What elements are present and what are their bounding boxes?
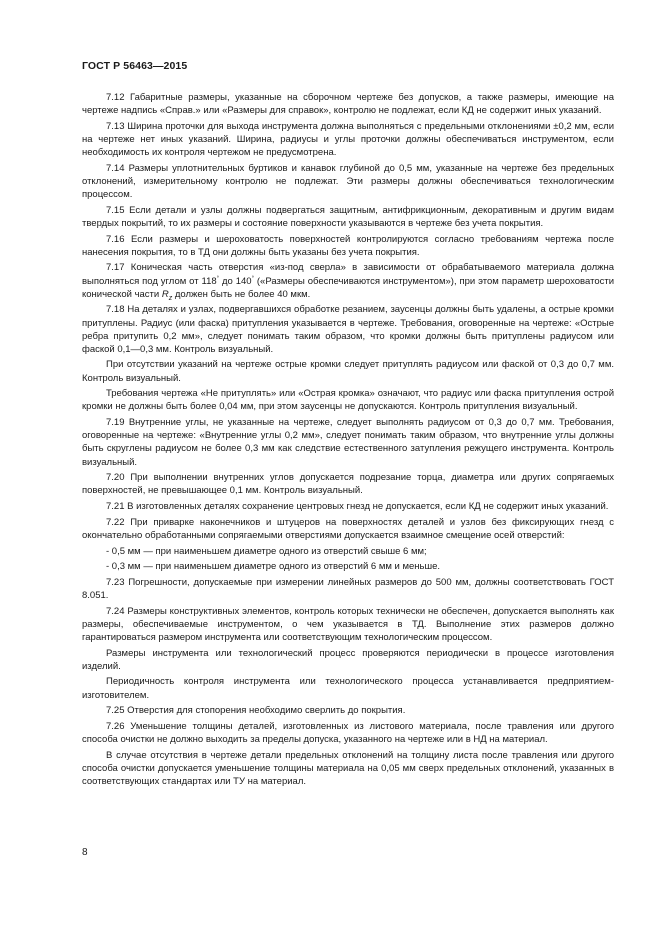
paragraph-7-16: 7.16 Если размеры и шероховатость поверхностей контролируются согласно требованиям чертежа после нанесения покрытия, то в ТД они должны быть указаны без учета покрытия. (82, 233, 614, 258)
paragraph-7-18: 7.18 На деталях и узлах, подвергавшихся обработке резанием, заусенцы должны быть удалены, а острые кромки притуплены. Радиус (или фаска) притупления указывается в чертеже. Требования, оговоренные на чертеже: «Острые ребра притупить 0,2 мм», следует понимать таким образом, что кромки должны быть притуплены радиусом или фаской 0,1—0,3 мм. Контроль визуальный. (82, 304, 614, 355)
paragraph-7-12: 7.12 Габаритные размеры, указанные на сборочном чертеже без допусков, а также размеры, имеющие на чертеже надпись «Справ.» или «Размеры для справок», контролю не подлежат, если КД не содержит иных указаний. (82, 92, 614, 117)
roughness-symbol: R (161, 288, 169, 300)
paragraph-7-26: 7.26 Уменьшение толщины деталей, изготовленных из листового материала, после травления или другого способа очистки не должно выходить за пределы допуска, указанного на чертеже или в НД на материал. (82, 720, 614, 746)
document-body (82, 91, 614, 791)
paragraph-7-20: 7.20 При выполнении внутренних углов допускается подрезание торца, диаметра или других сопрягаемых поверхностей, не превышающее 0,1 мм. Контроль визуальный. (82, 472, 614, 497)
p717-degree-1: ° (216, 275, 220, 282)
paragraph-7-23: 7.23 Погрешности, допускаемые при измерении линейных размеров до 500 мм, должны соответствовать ГОСТ 8.051. (82, 576, 614, 601)
paragraph-7-22: 7.22 При приварке наконечников и штуцеров на поверхностях деталей и узлов без фиксирующих гнезд с окончательно обработанными сопрягаемыми отверстиями допускается взаимное смещение осей отверстий: (82, 516, 614, 541)
list-item: - 0,3 мм — при наименьшем диаметре одного из отверстий 6 мм и меньше. (106, 561, 441, 573)
roughness-subscript: z (168, 294, 173, 302)
list-item: - 0,5 мм — при наименьшем диаметре одного из отверстий свыше 6 мм; (106, 545, 427, 557)
p717-text-4: должен быть не более 40 мкм. (172, 288, 311, 300)
p717-degree-2: ° (251, 275, 254, 282)
paragraph-7-24: 7.24 Размеры конструктивных элементов, контроль которых технически не обеспечен, допускается выполнять как размеры, обеспечиваемые инструментом, о чем указывается в ТД. Выполнение этих размеров должно гарантироваться размером инструмента или соответствующим технологическим процессом. (82, 605, 614, 643)
paragraph-7-26-b: В случае отсутствия в чертеже детали предельных отклонений на толщину листа после травления или другого способа очистки допускается уменьшение толщины материала на 0,05 мм сверх предельных отклонений, указанных в соответствующих стандартах или ТУ на материал. (82, 749, 614, 787)
paragraph-7-18-b: При отсутствии указаний на чертеже острые кромки следует притуплять радиусом или фаской от 0,3 до 0,7 мм. Контроль визуальный. (82, 359, 614, 384)
paragraph-7-14: 7.14 Размеры уплотнительных буртиков и канавок глубиной до 0,5 мм, указанные на чертеже без предельных отклонений, измерительному контролю не подлежат. Эти размеры должны обеспечиваться технологическим процессом. (82, 162, 614, 201)
paragraph-7-15: 7.15 Если детали и узлы должны подвергаться защитным, антифрикционным, декоративным и другим видам твердых покрытий, то их размеры и состояние поверхности указываются в чертеже без учета покрытия. (82, 204, 614, 229)
paragraph-7-21: 7.21 В изготовленных деталях сохранение центровых гнезд не допускается, если КД не содержит иных указаний. (106, 501, 609, 513)
paragraph-7-25: 7.25 Отверстия для стопорения необходимо сверлить до покрытия. (106, 705, 406, 717)
p717-text-2: до 140 (219, 275, 252, 287)
paragraph-7-19: 7.19 Внутренние углы, не указанные на чертеже, следует выполнять радиусом от 0,3 до 0,7 мм. Требования, оговоренные на чертеже: «Внутренние углы 0,2 мм», следует понимать таким образом, что внутренние углы должны быть скруглены радиусом не более 0,3 мм как следствие естественного затупления режущего инструмента. Контроль визуальный. (82, 417, 614, 468)
paragraph-7-24-b: Размеры инструмента или технологический процесс проверяются периодически в процессе изготовления изделий. (82, 647, 614, 672)
paragraph-7-13: 7.13 Ширина проточки для выхода инструмента должна выполняться с предельными отклонениями ±0,2 мм, если на чертеже нет иных указаний. Ширина, радиусы и углы проточки должны обеспечиваться инструментом, если необходимость их контроля чертежом не предусмотрена. (82, 120, 614, 159)
document-header: ГОСТ Р 56463—2015 (82, 60, 188, 72)
paragraph-7-17 (82, 261, 614, 300)
page-number: 8 (82, 847, 88, 858)
paragraph-7-18-c: Требования чертежа «Не притуплять» или «Острая кромка» означают, что радиус или фаска притупления острой кромки не должны быть более 0,04 мм, при этом заусенцы не допускаются. Контроль притупления визуальный. (82, 388, 614, 413)
paragraph-7-24-c: Периодичность контроля инструмента или технологического процесса устанавливается предприятием-изготовителем. (82, 676, 614, 701)
p717-text-1: 7.17 Коническая часть отверстия «из-под сверла» в зависимости от обрабатываемого материала должна выполняться под углом от 118 (82, 262, 614, 287)
p717-text-3: («Размеры обеспечиваются инструментом»), при этом параметр шероховатости конической части (82, 275, 615, 300)
